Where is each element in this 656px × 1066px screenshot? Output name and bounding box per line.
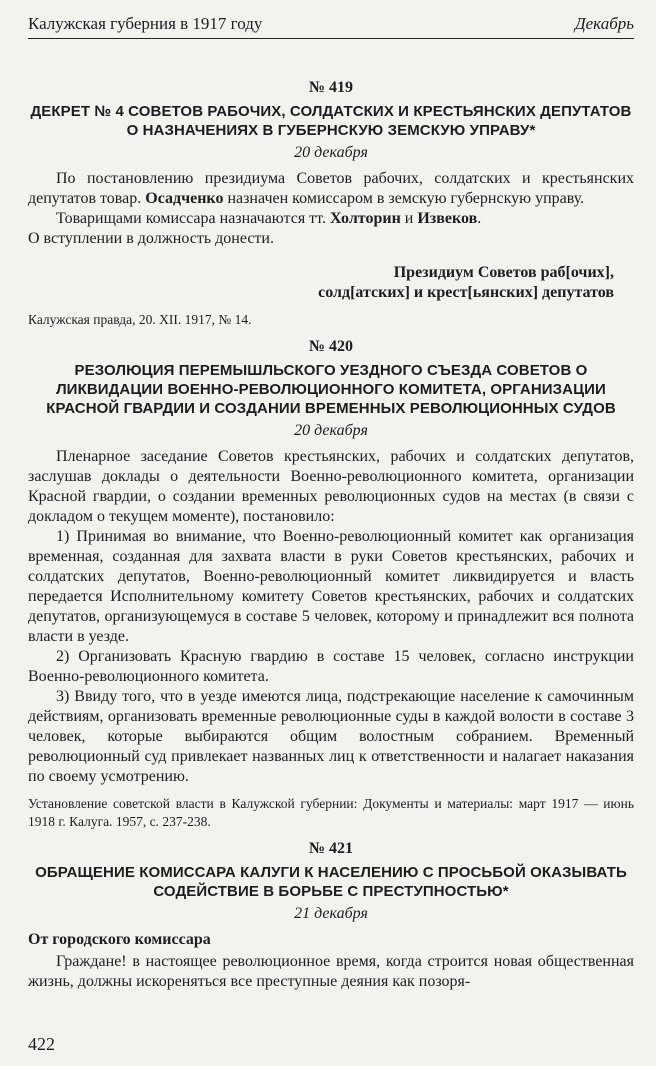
text-run: назначен комиссаром в земскую губернскую управу. <box>223 190 585 207</box>
signature <box>28 263 614 303</box>
doc-number: № 421 <box>308 840 354 857</box>
doc-title: РЕЗОЛЮЦИЯ ПЕРЕМЫШЛЬСКОГО УЕЗДНОГО СЪЕЗДА СОВЕТОВ О ЛИКВИДАЦИИ ВОЕННО-РЕВОЛЮЦИОННОГО КОМИТЕТА, ОРГАНИЗАЦИИ КРАСНОЙ ГВАРДИИ И СОЗДАНИИ ВРЕМЕННЫХ РЕВОЛЮЦИОННЫХ СУДОВ <box>46 362 616 417</box>
running-head-title: Калужская губерния в 1917 году <box>28 14 263 33</box>
document-420 <box>28 337 634 831</box>
signature-line: Президиум Советов раб[очих], <box>393 264 614 281</box>
doc-title: ОБРАЩЕНИЕ КОМИССАРА КАЛУГИ К НАСЕЛЕНИЮ С ПРОСЬБОЙ ОКАЗЫВАТЬ СОДЕЙСТВИЕ В БОРЬБЕ С ПРЕСТУПНОСТЬЮ* <box>35 864 627 900</box>
person-name: Холторин <box>329 210 401 227</box>
running-head <box>28 12 634 39</box>
text-run: . <box>477 210 482 227</box>
doc-number: № 420 <box>308 338 354 355</box>
paragraph: 1) Принимая во внимание, что Военно-революционный комитет как организация временная, созданная для захвата власти в руки Советов крестьянских, рабочих и солдатских депутатов, Военно-революционный комитет ликвидируется и власть передается Исполнительному комитету Советов крестьянских, рабочих и солдатских депутатов, организующемуся в составе 5 человек, которому и принадлежит вся полнота власти в уезде. <box>28 528 634 645</box>
paragraph: Граждане! в настоящее революционное время, когда строится новая общественная жизнь, должны искореняться все преступные деяния как позоря- <box>28 953 634 990</box>
paragraph: О вступлении в должность донести. <box>28 230 274 247</box>
doc-subheading: От городского комиссара <box>28 931 211 948</box>
paragraph <box>28 169 634 209</box>
doc-date: 21 декабря <box>294 905 368 922</box>
document-421 <box>28 839 634 992</box>
source-citation: Установление советской власти в Калужской губернии: Документы и материалы: март 1917 — июнь 1918 г. Калуга. 1957, с. 237-238. <box>28 796 634 829</box>
text-run: и <box>400 210 418 227</box>
doc-date: 20 декабря <box>294 422 368 439</box>
text-run: По постановлению президиума Советов рабочих, солдатских и крестьянских депутатов товар. <box>28 170 634 207</box>
page-number: 422 <box>28 1034 55 1054</box>
text-run: Товарищами комиссара назначаются тт. <box>56 210 330 227</box>
running-head-month: Декабрь <box>574 14 634 33</box>
doc-title: ДЕКРЕТ № 4 СОВЕТОВ РАБОЧИХ, СОЛДАТСКИХ И КРЕСТЬЯНСКИХ ДЕПУТАТОВ О НАЗНАЧЕНИЯХ В ГУБЕРНСКУЮ ЗЕМСКУЮ УПРАВУ* <box>30 103 632 139</box>
doc-date: 20 декабря <box>294 144 368 161</box>
paragraph: Пленарное заседание Советов крестьянских, рабочих и солдатских депутатов, заслушав доклады о деятельности Военно-революционного комитета, организации Красной гвардии, о создании временных революционных судов на местах (в связи с докладом о текущем моменте), постановило: <box>28 448 634 525</box>
paragraph: 3) Ввиду того, что в уезде имеются лица, подстрекающие население к самочинным действиям, организовать временные революционные суды в каждой волости в составе 3 человек, которые выбираются общим волостным собранием. Временный революционный суд привлекает названных лиц к ответственности и налагает наказания по своему усмотрению. <box>28 688 634 785</box>
signature-line: солд[атских] и крест[ьянских] депутатов <box>318 284 614 301</box>
page-content <box>28 78 634 992</box>
source-citation: Калужская правда, 20. XII. 1917, № 14. <box>28 312 252 327</box>
doc-number: № 419 <box>308 79 354 96</box>
person-name: Осадченко <box>145 190 224 207</box>
document-419 <box>28 78 634 329</box>
paragraph <box>28 209 634 229</box>
person-name: Извеков <box>417 210 478 227</box>
paragraph: 2) Организовать Красную гвардию в составе 15 человек, согласно инструкции Военно-революционного комитета. <box>28 648 634 685</box>
